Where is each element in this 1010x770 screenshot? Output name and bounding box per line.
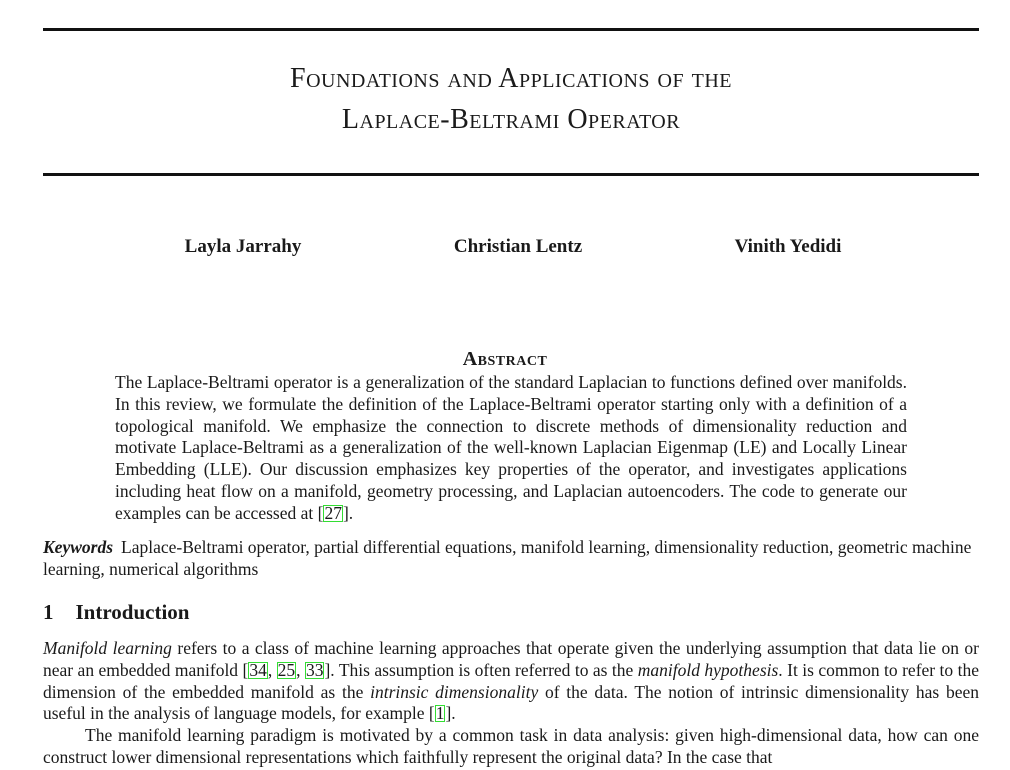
section-title: Introduction xyxy=(75,600,190,624)
term-manifold-hypothesis: manifold hypothesis xyxy=(637,659,779,680)
citation-link[interactable]: 1 xyxy=(435,703,445,724)
intro-paragraph-2: The manifold learning paradigm is motivated by a common task in data analysis: given high-dimensional data, how can one construct lower dimensional representations which faithfully represent the original data? In the case that xyxy=(43,725,979,767)
section-number: 1 xyxy=(43,600,54,624)
abstract-text-end: ]. xyxy=(342,502,354,523)
keywords-label: Keywords xyxy=(43,537,113,557)
abstract-heading: Abstract xyxy=(462,348,548,370)
introduction-body xyxy=(43,638,979,769)
intro-text: ]. xyxy=(445,703,456,724)
citation-link[interactable]: 27 xyxy=(324,502,342,523)
keywords xyxy=(43,536,979,580)
citation-link[interactable]: 34 xyxy=(249,659,267,680)
citation-link[interactable]: 25 xyxy=(277,659,296,680)
title-line-1: Foundations and Applications of the xyxy=(290,63,732,94)
intro-text: refers to a class of machine learning approaches that operate given the underlying assumption that data lie on or near an embedded manifold [ xyxy=(43,638,979,680)
abstract-text xyxy=(115,372,907,525)
intro-text: . It is common to refer to the dimension of the embedded manifold as the xyxy=(43,659,979,702)
section-heading xyxy=(43,600,189,625)
abstract-text-main: The Laplace-Beltrami operator is a generalization of the standard Laplacian to functions defined over manifolds. In this review, we formulate the definition of the Laplace-Beltrami operator starting only with a definition of a topological manifold. We emphasize the connection to discrete methods of dimensionality reduction and motivate Laplace-Beltrami as a generalization of the well-known Laplacian Eigenmap (LE) and Locally Linear Embedding (LLE). Our discussion emphasizes key properties of the operator, and investigates applications including heat flow on a manifold, geometry processing, and Laplacian autoencoders. The code to generate our examples can be accessed at [ xyxy=(115,372,907,523)
intro-text: of the data. The notion of intrinsic dimensionality has been useful in the analysis of language models, for example [ xyxy=(43,681,979,724)
paper-title xyxy=(43,58,979,140)
keywords-text: Laplace-Beltrami operator, partial differential equations, manifold learning, dimensionality reduction, geometric machine learning, numerical algorithms xyxy=(43,537,972,579)
citation-separator: , xyxy=(296,659,305,680)
intro-text: ]. This assumption is often referred to as the xyxy=(324,659,638,680)
title-rule-top xyxy=(43,28,979,31)
title-rule-bottom xyxy=(43,173,979,176)
term-intrinsic-dimensionality: intrinsic dimensionality xyxy=(370,681,539,702)
author-name: Christian Lentz xyxy=(453,236,583,257)
citation-link[interactable]: 33 xyxy=(305,659,324,680)
citation-separator: , xyxy=(267,659,277,680)
title-line-2: Laplace-Beltrami Operator xyxy=(341,104,681,135)
author-name: Layla Jarrahy xyxy=(184,236,302,257)
author-name: Vinith Yedidi xyxy=(734,236,842,257)
term-manifold-learning: Manifold learning xyxy=(43,638,172,658)
intro-paragraph-1 xyxy=(43,638,979,725)
